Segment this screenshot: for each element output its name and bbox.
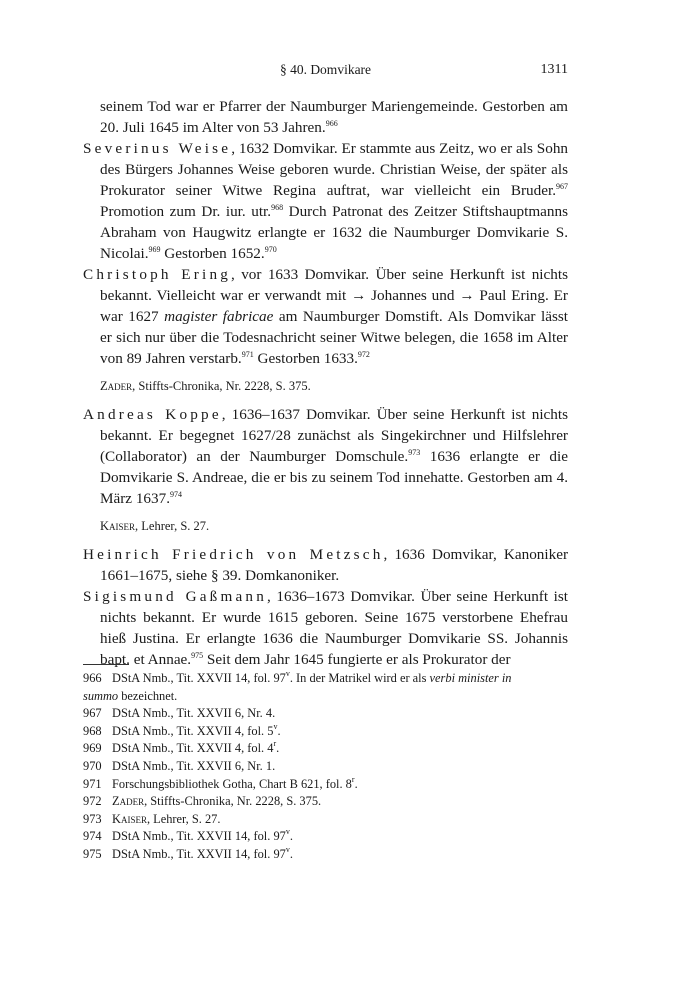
footnote-italic: summo <box>83 688 119 703</box>
footnote-967 <box>83 705 568 723</box>
person-name: Sigismund Gaßmann <box>83 588 268 605</box>
footnote-974 <box>83 828 568 846</box>
footnote-text: bezeichnet. <box>118 688 178 703</box>
entry-text: Seit dem Jahr 1645 fungierte er als Prokurator der <box>203 651 511 668</box>
footnote-text: . <box>276 741 280 756</box>
page-number: 1311 <box>540 62 568 77</box>
entry-text: am Naumburger Domstift. Als Domvikar lässt er sich nur über die Todesnachricht seiner Witwe belegen, die 1658 im Alter von 89 Jahren verstarb. <box>100 308 568 367</box>
footnote-973 <box>83 811 568 829</box>
footnotes <box>83 670 568 864</box>
footnote-text: . <box>354 776 358 791</box>
footnote-ref[interactable]: 974 <box>170 490 183 499</box>
footnote-text: DStA Nmb., Tit. XXVII 4, fol. 5 <box>112 723 274 738</box>
footnote-966 <box>83 670 568 705</box>
running-header <box>83 62 568 82</box>
footnote-ref[interactable]: 969 <box>148 245 161 254</box>
footnote-number: 975 <box>83 846 102 861</box>
entry-text: , 1636–1637 Domvikar. Über seine Herkunft ist nichts bekannt. Er begegnet 1627/28 zunächst als Singekirchner und Hilfslehrer (Collaborator) an der Naumburger Domschule. <box>100 406 568 465</box>
person-name: Christoph Ering <box>83 266 232 283</box>
folio-side: v <box>285 844 290 854</box>
person-name: Andreas Koppe <box>83 406 222 423</box>
footnote-number: 974 <box>83 829 102 844</box>
entry-heinrich-friedrich-von-metzsch <box>83 544 568 586</box>
folio-side: r <box>273 739 277 749</box>
entry-text: Durch Patronat des Zeitzer Stiftshauptmanns Abraham von Haugwitz erlangte er 1632 die Naumburger Domvikarie S. Nicolai. <box>100 203 569 262</box>
entry-andreas-koppe <box>83 404 568 509</box>
entry-text: Gestorben 1652. <box>160 245 265 262</box>
footnote-text: , Stiffts-Chronika, Nr. 2228, S. 375. <box>144 794 322 809</box>
footnote-970 <box>83 758 568 776</box>
footnote-text: , Lehrer, S. 27. <box>146 811 221 826</box>
footnote-ref[interactable]: 970 <box>264 245 277 254</box>
folio-side: v <box>285 827 290 837</box>
entry-text: Promotion zum Dr. iur. utr. <box>100 203 272 220</box>
footnote-text: DStA Nmb., Tit. XXVII 14, fol. 97 <box>112 829 286 844</box>
footnote-number: 970 <box>83 758 102 773</box>
folio-side: r <box>351 774 355 784</box>
lit-author: Zader <box>100 379 133 393</box>
footnote-number: 973 <box>83 811 102 826</box>
footnote-text: DStA Nmb., Tit. XXVII 4, fol. 4 <box>112 741 274 756</box>
footnote-text: DStA Nmb., Tit. XXVII 14, fol. 97 <box>112 846 286 861</box>
footnote-text: . <box>289 846 293 861</box>
running-title: § 40. Domvikare <box>279 62 372 77</box>
folio-side: v <box>285 669 290 678</box>
footnote-ref[interactable]: 966 <box>325 119 338 128</box>
lit-ref: , Lehrer, S. 27. <box>135 519 210 533</box>
entry-text: , 1632 Domvikar. Er stammte aus Zeitz, wo er als Sohn des Bürgers Johannes Weise geboren wurde. Christian Weise, der später als Prokurator seiner Witwe Regina auftrat, war vielleicht ein Bruder. <box>100 140 569 199</box>
footnote-ref[interactable]: 975 <box>191 651 204 660</box>
entry-text: , vor 1633 Domvikar. Über seine Herkunft ist nichts bekannt. Vielleicht war er verwandt mit → Johannes und → Paul Ering. Er war 1627 <box>100 266 568 325</box>
entry-severinus-weise <box>83 138 568 264</box>
person-name: Heinrich Friedrich von Metzsch <box>83 546 384 563</box>
footnote-number: 967 <box>83 706 102 721</box>
entry-text: Gestorben 1633. <box>253 350 358 367</box>
entry-italic: magister fabricae <box>164 308 274 325</box>
lit-ref: , Stiffts-Chronika, Nr. 2228, S. 375. <box>132 379 311 393</box>
literature-koppe <box>100 518 568 534</box>
person-name: Severinus Weise <box>83 140 232 157</box>
entry-continuation <box>83 96 568 138</box>
footnote-italic: verbi minister in <box>429 671 512 685</box>
footnote-number: 972 <box>83 794 102 809</box>
footnote-number: 968 <box>83 723 102 738</box>
footnote-text: . In der Matrikel wird er als <box>289 671 430 685</box>
footnote-ref[interactable]: 967 <box>556 182 568 191</box>
footnote-rule <box>83 664 129 665</box>
footnote-number: 969 <box>83 741 102 756</box>
entry-text: , 1636–1673 Domvikar. Über seine Herkunft ist nichts bekannt. Er wurde 1615 geboren. Seine 1675 verstorbene Ehefrau hieß Justina. Er erlangte 1636 die Naumburger Domvikarie SS. Johannis bapt. et Annae. <box>100 588 568 668</box>
footnote-text: DStA Nmb., Tit. XXVII 14, fol. 97 <box>112 671 286 685</box>
footnote-number: 966 <box>83 671 102 685</box>
footnote-ref[interactable]: 971 <box>241 350 254 359</box>
literature-ering <box>100 378 568 394</box>
footnote-975 <box>83 846 568 864</box>
entry-sigismund-gassmann <box>83 586 568 670</box>
footnote-text: . <box>289 829 293 844</box>
footnote-968 <box>83 723 568 741</box>
footnote-text: Forschungsbibliothek Gotha, Chart B 621, fol. 8 <box>112 776 352 791</box>
footnote-author: Zader <box>112 794 145 809</box>
footnote-972 <box>83 793 568 811</box>
entry-text: seinem Tod war er Pfarrer der Naumburger Mariengemeinde. Gestorben am 20. Juli 1645 im Alter von 53 Jahren. <box>100 98 568 136</box>
entry-christoph-ering <box>83 264 568 369</box>
footnote-text: DStA Nmb., Tit. XXVII 6, Nr. 4. <box>112 706 276 721</box>
footnote-ref[interactable]: 972 <box>357 350 370 359</box>
footnote-text: . <box>277 723 281 738</box>
footnote-971 <box>83 776 568 794</box>
folio-side: v <box>273 721 278 731</box>
entry-text: , 1636 Domvikar, Kanoniker 1661–1675, siehe § 39. Domkanoniker. <box>100 546 568 584</box>
footnote-author: Kaiser <box>112 811 147 826</box>
lit-author: Kaiser <box>100 519 136 533</box>
entry-text: 1636 erlangte er die Domvikarie S. Andreae, die er bis zu seinem Tod innehatte. Gestorben am 4. März 1637. <box>100 448 568 507</box>
main-text <box>83 96 568 670</box>
footnote-number: 971 <box>83 776 102 791</box>
footnote-ref[interactable]: 968 <box>271 203 284 212</box>
footnote-ref[interactable]: 973 <box>408 448 421 457</box>
footnote-text: DStA Nmb., Tit. XXVII 6, Nr. 1. <box>112 758 276 773</box>
footnote-969 <box>83 740 568 758</box>
